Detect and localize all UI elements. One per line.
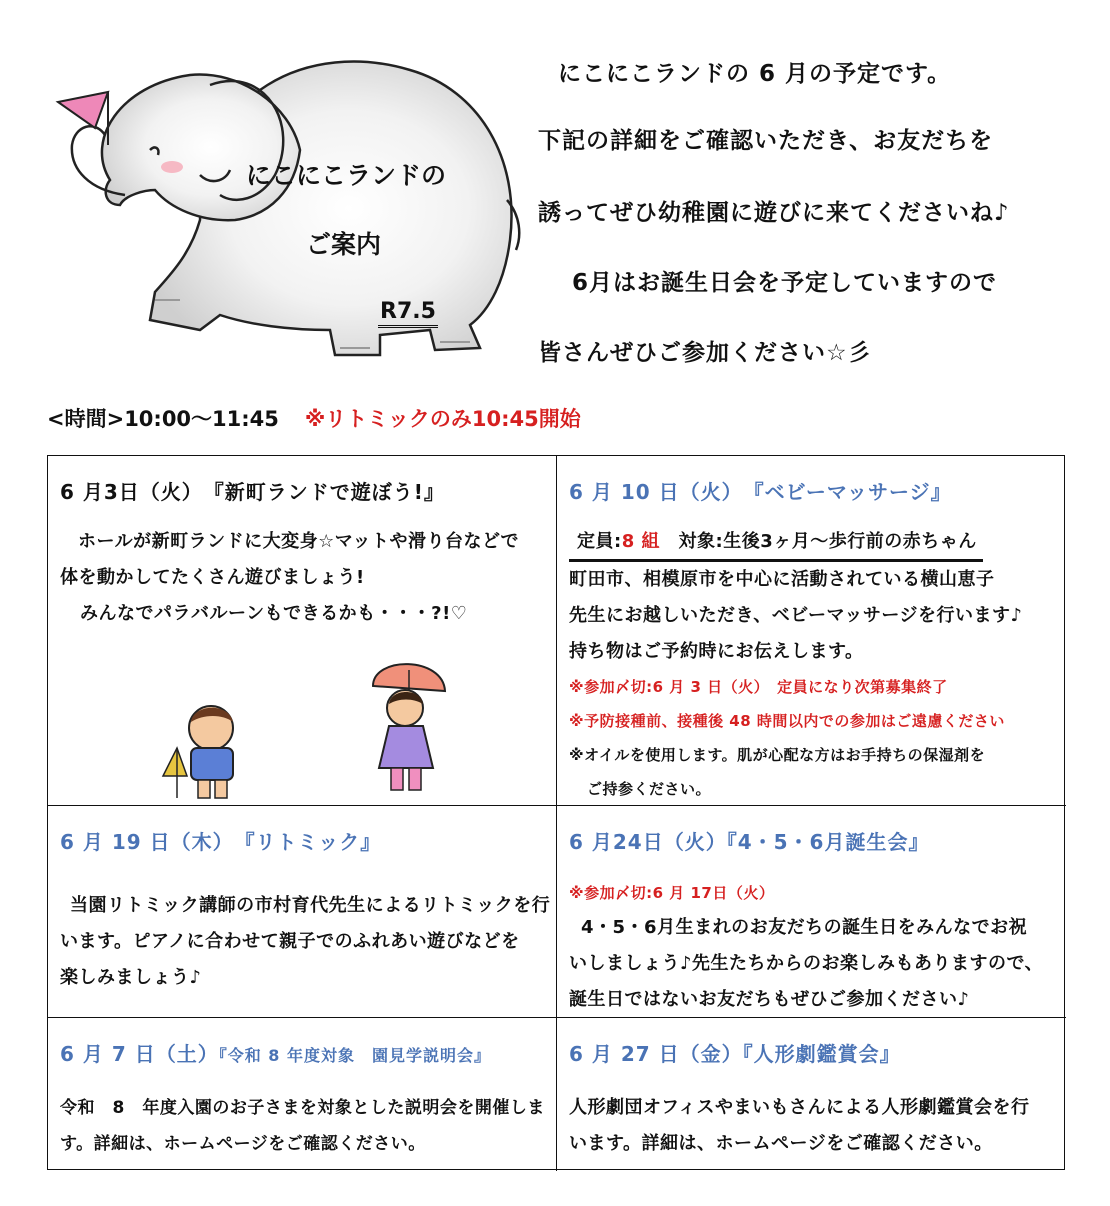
event-body <box>569 876 1058 1018</box>
event-line: 誕生日ではないお友だちもぜひご参加ください♪ <box>569 989 970 1010</box>
event-line: 令和 8 年度入園のお子さまを対象とした説明会を開催しま <box>60 1098 545 1118</box>
event-line: います。ピアノに合わせて親子でのふれあい遊びなどを <box>60 931 520 952</box>
event-line: 当園リトミック講師の市村育代先生によるリトミックを行 <box>70 895 551 916</box>
event-title <box>60 1038 491 1067</box>
event-title: 6 月24日（火）『4・5・6月誕生会』 <box>569 830 930 854</box>
event-body <box>60 888 551 996</box>
intro-line-5: 皆さんぜひご参加ください☆彡 <box>538 340 872 366</box>
event-body <box>569 1090 1058 1162</box>
time-note: ※リトミックのみ10:45開始 <box>304 407 581 431</box>
vaccine-note: ※予防接種前、接種後 48 時間以内での参加はご遠慮ください <box>569 712 1005 730</box>
event-line: 人形劇団オフィスやまいもさんによる人形劇鑑賞会を行 <box>569 1097 1030 1118</box>
time-label: <時間>10:00～11:45 <box>47 407 279 431</box>
event-line: 先生にお越しいただき、ベビーマッサージを行います♪ <box>569 605 1023 626</box>
capacity-label: 定員: <box>577 531 622 552</box>
event-title: 6 月 27 日（金）『人形劇鑑賞会』 <box>569 1042 901 1066</box>
schedule-table <box>47 455 1065 1170</box>
intro-line-1: にこにこランドの 6 月の予定です。 <box>558 61 952 87</box>
oil-note: ※オイルを使用します。肌が心配な方はお手持ちの保湿剤を <box>569 746 986 764</box>
event-body <box>60 1090 548 1162</box>
event-line: 4・5・6月生まれのお友だちの誕生日をみんなでお祝 <box>581 917 1028 938</box>
time-info <box>47 403 581 433</box>
badge-title-line1: にこにこランドの <box>246 161 447 190</box>
intro-line-4: 6月はお誕生日会を予定していますので <box>572 270 998 296</box>
badge-version: R7.5 <box>378 299 438 328</box>
event-cell-puppet-show <box>557 1018 1066 1171</box>
event-line: 楽しみましょう♪ <box>60 967 202 988</box>
intro-line-3: 誘ってぜひ幼稚園に遊びに来てくださいね♪ <box>538 200 1010 226</box>
event-subtitle: 『令和 8 年度対象 園見学説明会』 <box>218 1046 492 1065</box>
event-line: ホールが新町ランドに大変身☆マットや滑り台などで <box>78 531 520 552</box>
event-cell-info-session <box>48 1018 557 1171</box>
event-title: 6 月 10 日（火） 『ベビーマッサージ』 <box>569 480 952 504</box>
intro-line-2: 下記の詳細をご確認いただき、お友だちを <box>538 128 994 154</box>
event-line: 持ち物はご予約時にお伝えします。 <box>569 641 864 662</box>
capacity-row <box>569 524 1058 562</box>
target-audience: 対象:生後3ヶ月～歩行前の赤ちゃん <box>678 531 977 552</box>
event-cell-rhythmic <box>48 806 557 1018</box>
event-line: います。詳細は、ホームページをご確認ください。 <box>569 1133 993 1154</box>
children-illustration <box>143 656 463 806</box>
elephant-illustration <box>50 30 530 370</box>
event-title: 6 月 19 日（木） 『リトミック』 <box>60 830 382 854</box>
event-body <box>60 524 548 632</box>
capacity-value: 8 組 <box>621 531 660 552</box>
event-cell-baby-massage <box>557 456 1066 806</box>
event-title: 6 月3日（火） 『新町ランドで遊ぼう!』 <box>60 480 445 504</box>
badge-title-line2: ご案内 <box>306 230 382 259</box>
event-body <box>569 524 1058 806</box>
deadline-note: ※参加〆切:6 月 17日（火） <box>569 884 775 902</box>
event-line: 体を動かしてたくさん遊びましょう! <box>60 567 365 588</box>
event-line: みんなでパラバルーンもできるかも・・・?!♡ <box>80 603 468 624</box>
event-cell-shinmachi-land <box>48 456 557 806</box>
event-line: す。詳細は、ホームページをご確認ください。 <box>60 1134 426 1154</box>
event-date: 6 月 7 日（土） <box>60 1042 219 1066</box>
deadline-note: ※参加〆切:6 月 3 日（火） 定員になり次第募集終了 <box>569 678 948 696</box>
oil-note-2: ご持参ください。 <box>587 780 712 798</box>
event-line: いしましょう♪先生たちからのお楽しみもありますので、 <box>569 953 1044 974</box>
event-cell-birthday <box>557 806 1066 1018</box>
event-line: 町田市、相模原市を中心に活動されている横山恵子 <box>569 569 995 590</box>
